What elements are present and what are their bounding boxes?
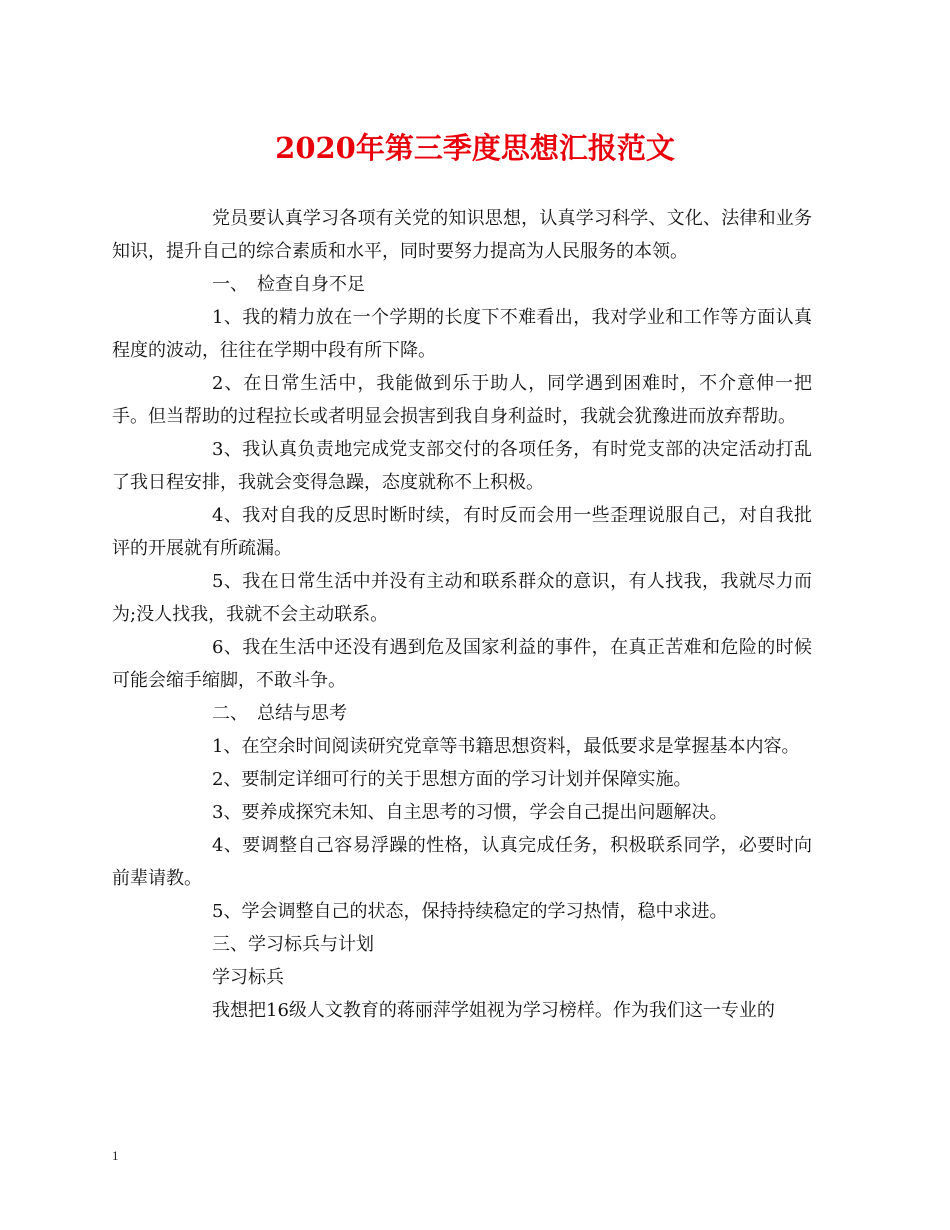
list-item: 6、我在生活中还没有遇到危及国家利益的事件，在真正苦难和危险的时候可能会缩手缩脚，不敢斗争。 [112, 637, 812, 691]
sub-heading: 学习标兵 [212, 967, 284, 988]
list-item: 3、我认真负责地完成党支部交付的各项任务，有时党支部的决定活动打乱了我日程安排，我就会变得急躁，态度就称不上积极。 [112, 439, 812, 493]
section-heading-3: 三、学习标兵与计划 [212, 934, 374, 955]
list-item: 2、要制定详细可行的关于思想方面的学习计划并保障实施。 [212, 769, 692, 790]
page-number: 1 [112, 1148, 119, 1163]
list-item: 5、我在日常生活中并没有主动和联系群众的意识，有人找我，我就尽力而为;没人找我，我就不会主动联系。 [112, 571, 812, 625]
paragraph-text: 我想把16级人文教育的蒋丽萍学姐视为学习榜样。作为我们这一专业的 [212, 1000, 775, 1021]
list-item: 1、我的精力放在一个学期的长度下不难看出，我对学业和工作等方面认真程度的波动，往往在学期中段有所下降。 [112, 307, 812, 361]
section-heading-2: 二、 总结与思考 [212, 703, 347, 724]
list-item: 4、我对自我的反思时断时续，有时反而会用一些歪理说服自己，对自我批评的开展就有所疏漏。 [112, 505, 812, 559]
list-item: 2、在日常生活中，我能做到乐于助人，同学遇到困难时，不介意伸一把手。但当帮助的过程拉长或者明显会损害到我自身利益时，我就会犹豫进而放弃帮助。 [112, 373, 812, 427]
document-title: 2020年第三季度思想汇报范文 [275, 131, 675, 165]
list-item: 1、在空余时间阅读研究党章等书籍思想资料，最低要求是掌握基本内容。 [212, 736, 800, 757]
list-item: 5、学会调整自己的状态，保持持续稳定的学习热情，稳中求进。 [212, 901, 728, 922]
paragraph-intro: 党员要认真学习各项有关党的知识思想，认真学习科学、文化、法律和业务知识，提升自己的综合素质和水平，同时要努力提高为人民服务的本领。 [112, 208, 812, 262]
document-body [112, 202, 812, 1027]
list-item: 4、要调整自己容易浮躁的性格，认真完成任务，积极联系同学，必要时向前辈请教。 [112, 835, 812, 889]
section-heading-1: 一、 检查自身不足 [212, 274, 365, 295]
list-item: 3、要养成探究未知、自主思考的习惯，学会自己提出问题解决。 [212, 802, 728, 823]
